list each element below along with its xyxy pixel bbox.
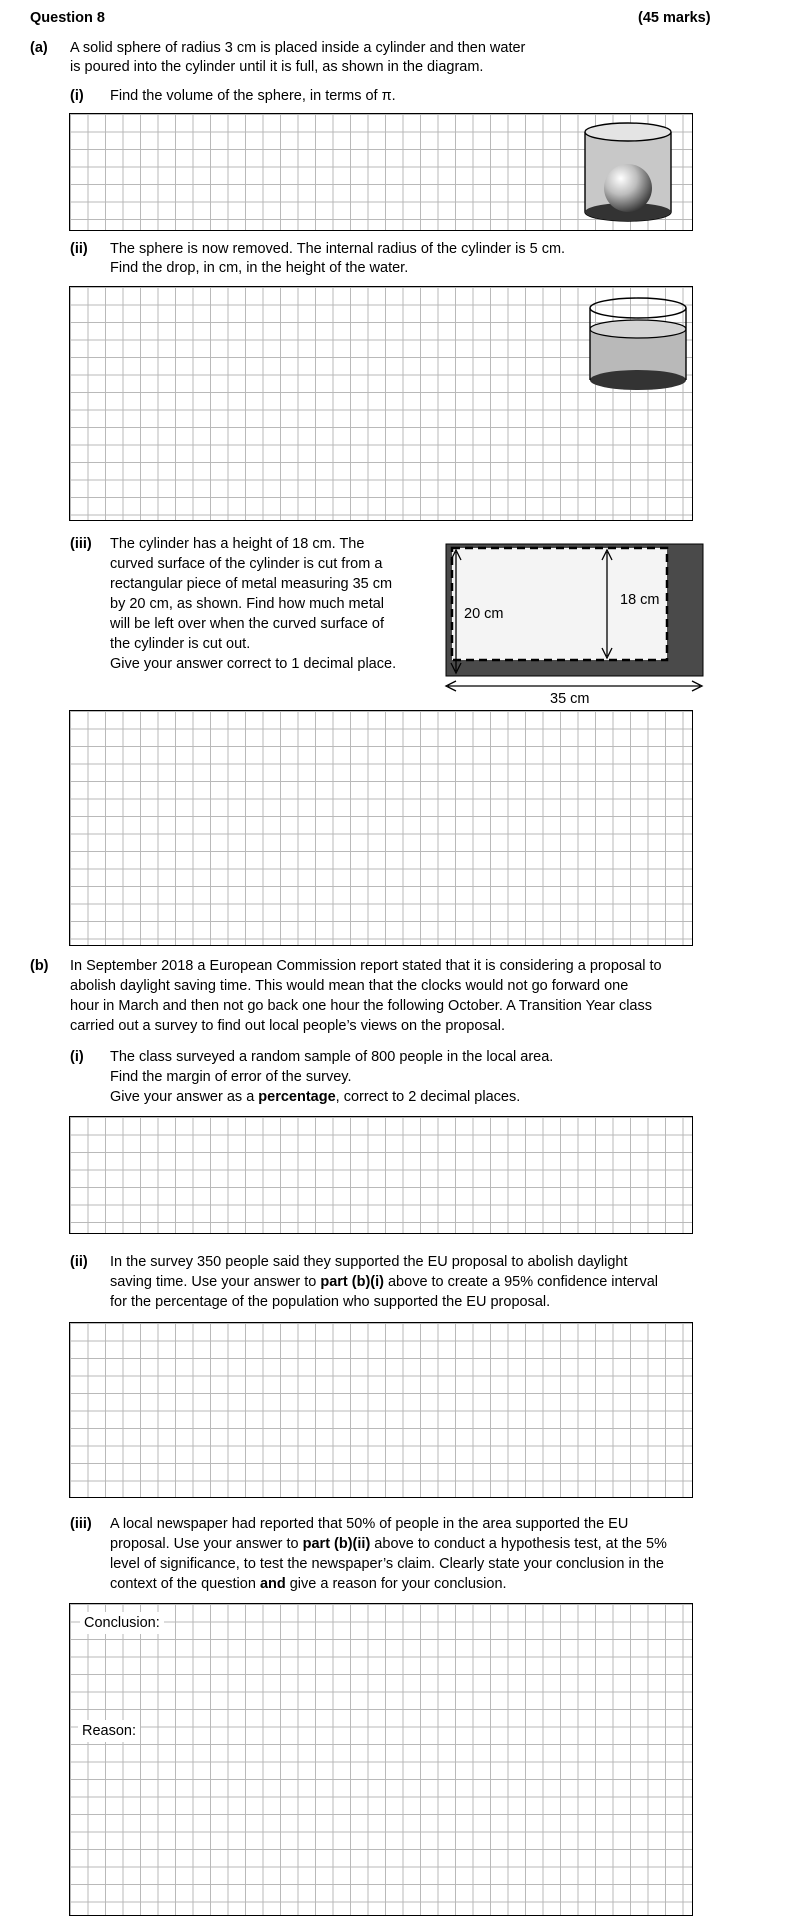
answer-box-b-iii[interactable]: [69, 1603, 693, 1916]
part-b-iii-line-1: A local newspaper had reported that 50% of people in the area supported the EU: [110, 1516, 629, 1532]
label-18cm: 18 cm: [620, 592, 660, 608]
label-20cm: 20 cm: [464, 606, 504, 622]
part-b-intro-line-1: In September 2018 a European Commission report stated that it is considering a proposal to: [70, 958, 662, 974]
reason-label: Reason:: [78, 1720, 140, 1742]
part-a-iii-line-1: The cylinder has a height of 18 cm. The: [110, 536, 365, 552]
part-b-intro-line-3: hour in March and then not go back one hour the following October. A Transition Year class: [70, 998, 652, 1014]
cylinder-sphere-diagram: [582, 118, 674, 226]
part-a-i-label: (i): [70, 88, 84, 104]
part-a-iii-line-3: rectangular piece of metal measuring 35 cm: [110, 576, 393, 592]
part-a-iii-line-7: Give your answer correct to 1 decimal place.: [110, 656, 397, 672]
conclusion-label: Conclusion:: [80, 1612, 164, 1634]
answer-box-b-i[interactable]: [69, 1116, 693, 1234]
answer-box-b-ii[interactable]: [69, 1322, 693, 1498]
part-b-i-line-1: The class surveyed a random sample of 800 people in the local area.: [110, 1049, 554, 1065]
part-b-intro-line-2: abolish daylight saving time. This would mean that the clocks would not go forward one: [70, 978, 629, 994]
part-b-iii-line-4: context of the question and give a reason for your conclusion.: [110, 1576, 507, 1592]
part-b-ii-label: (ii): [70, 1254, 88, 1270]
part-b-i-line-3: Give your answer as a percentage, correct to 2 decimal places.: [110, 1089, 521, 1105]
part-b-ii-line-3: for the percentage of the population who supported the EU proposal.: [110, 1294, 551, 1310]
part-b-iii-line-2: proposal. Use your answer to part (b)(ii) above to conduct a hypothesis test, at the 5%: [110, 1536, 667, 1552]
part-a-iii-line-4: by 20 cm, as shown. Find how much metal: [110, 596, 385, 612]
part-b-iii-line-3: level of significance, to test the newspaper’s claim. Clearly state your conclusion in the: [110, 1556, 664, 1572]
part-b-iii-label: (iii): [70, 1516, 92, 1532]
part-b-label: (b): [30, 958, 49, 974]
marks-label: (45 marks): [638, 10, 711, 26]
part-b-ii-line-1: In the survey 350 people said they supported the EU proposal to abolish daylight: [110, 1254, 628, 1270]
part-a-ii-label: (ii): [70, 241, 88, 257]
part-a-iii-line-6: the cylinder is cut out.: [110, 636, 251, 652]
question-title: Question 8: [30, 10, 105, 26]
part-b-intro-line-4: carried out a survey to find out local people’s views on the proposal.: [70, 1018, 505, 1034]
part-b-ii-line-2: saving time. Use your answer to part (b)(i) above to create a 95% confidence interval: [110, 1274, 659, 1290]
part-a-intro-line-2: is poured into the cylinder until it is full, as shown in the diagram.: [70, 59, 484, 75]
part-a-intro-line-1: A solid sphere of radius 3 cm is placed inside a cylinder and then water: [70, 40, 526, 56]
part-a-ii-line-1: The sphere is now removed. The internal radius of the cylinder is 5 cm.: [110, 241, 566, 257]
part-a-ii-line-2: Find the drop, in cm, in the height of the water.: [110, 260, 409, 276]
label-35cm: 35 cm: [550, 691, 590, 707]
part-b-i-label: (i): [70, 1049, 84, 1065]
part-a-iii-line-2: curved surface of the cylinder is cut from a: [110, 556, 383, 572]
part-b-i-line-2: Find the margin of error of the survey.: [110, 1069, 352, 1085]
cylinder-water-diagram: [586, 294, 690, 396]
part-a-label: (a): [30, 40, 48, 56]
part-a-iii-line-5: will be left over when the curved surface of: [110, 616, 385, 632]
part-a-i-text: Find the volume of the sphere, in terms of π.: [110, 88, 396, 104]
part-a-iii-label: (iii): [70, 536, 92, 552]
answer-box-a-iii[interactable]: [69, 710, 693, 946]
